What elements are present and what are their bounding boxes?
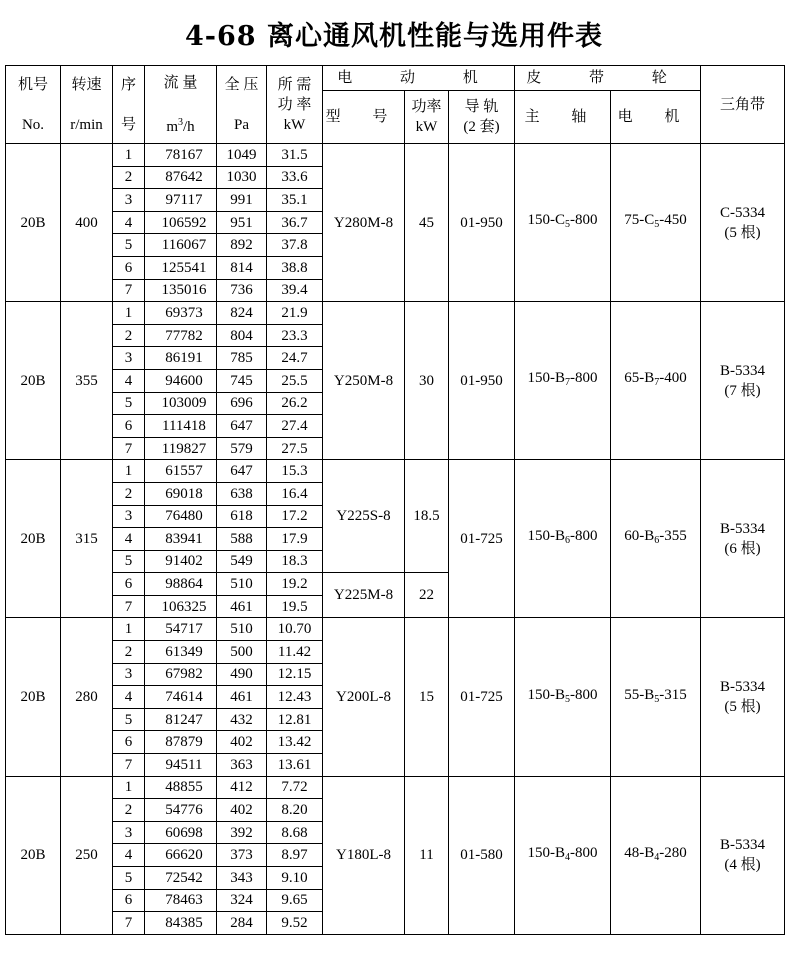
required-power-cell: 9.10 xyxy=(267,867,323,890)
flow-cell: 94600 xyxy=(145,369,217,392)
header-pulley-group: 皮 带 轮 xyxy=(515,66,701,91)
flow-cell: 61349 xyxy=(145,641,217,664)
seq-cell: 6 xyxy=(113,731,145,754)
motor-model-cell: Y225S-8 xyxy=(323,460,405,573)
page-title: 4-68 离心通风机性能与选用件表 xyxy=(185,21,603,52)
flow-cell: 119827 xyxy=(145,437,217,460)
seq-cell: 3 xyxy=(113,347,145,370)
main-shaft-pulley-cell: $150-B_7-800$ xyxy=(515,302,611,460)
pressure-cell: 638 xyxy=(217,482,267,505)
required-power-cell: 15.3 xyxy=(267,460,323,483)
speed-cell: 315 xyxy=(61,460,113,618)
table-row xyxy=(6,302,785,325)
flow-cell: 69018 xyxy=(145,482,217,505)
flow-cell: 60698 xyxy=(145,821,217,844)
pressure-cell: 432 xyxy=(217,708,267,731)
table-row xyxy=(6,460,785,483)
pressure-cell: 461 xyxy=(217,595,267,618)
motor-power-cell: 30 xyxy=(405,302,449,460)
seq-cell: 2 xyxy=(113,166,145,189)
flow-cell: 87879 xyxy=(145,731,217,754)
seq-cell: 2 xyxy=(113,799,145,822)
seq-cell: 5 xyxy=(113,550,145,573)
flow-cell: 76480 xyxy=(145,505,217,528)
required-power-cell: 21.9 xyxy=(267,302,323,325)
pressure-cell: 1030 xyxy=(217,166,267,189)
motor-model-cell: Y250M-8 xyxy=(323,302,405,460)
pressure-cell: 814 xyxy=(217,256,267,279)
seq-cell: 7 xyxy=(113,279,145,302)
header-motor-model: 型 号 xyxy=(323,91,405,144)
pressure-cell: 510 xyxy=(217,573,267,596)
required-power-cell: 10.70 xyxy=(267,618,323,641)
seq-cell: 7 xyxy=(113,754,145,777)
motor-power-cell: 18.5 xyxy=(405,460,449,573)
seq-cell: 5 xyxy=(113,392,145,415)
header-required-power: 所 需 功 率 kW xyxy=(267,66,323,144)
pressure-cell: 549 xyxy=(217,550,267,573)
pressure-cell: 588 xyxy=(217,528,267,551)
pressure-cell: 412 xyxy=(217,776,267,799)
flow-cell: 83941 xyxy=(145,528,217,551)
flow-cell: 69373 xyxy=(145,302,217,325)
seq-cell: 5 xyxy=(113,708,145,731)
vbelt-cell: B-5334 (6 根) xyxy=(701,460,785,618)
flow-cell: 48855 xyxy=(145,776,217,799)
header-speed: 转速 r/min xyxy=(61,66,113,144)
pressure-cell: 785 xyxy=(217,347,267,370)
vbelt-cell: B-5334 (5 根) xyxy=(701,618,785,776)
rail-cell: 01-725 xyxy=(449,460,515,618)
required-power-cell: 13.61 xyxy=(267,754,323,777)
header-motor-pulley: 电 机 xyxy=(611,91,701,144)
required-power-cell: 12.43 xyxy=(267,686,323,709)
header-motor-power: 功率 kW xyxy=(405,91,449,144)
flow-cell: 74614 xyxy=(145,686,217,709)
pressure-cell: 363 xyxy=(217,754,267,777)
seq-cell: 1 xyxy=(113,460,145,483)
seq-cell: 2 xyxy=(113,641,145,664)
required-power-cell: 19.2 xyxy=(267,573,323,596)
motor-power-cell: 15 xyxy=(405,618,449,776)
flow-cell: 103009 xyxy=(145,392,217,415)
motor-pulley-cell: $60-B_6-355$ xyxy=(611,460,701,618)
motor-pulley-cell: $55-B_5-315$ xyxy=(611,618,701,776)
pressure-cell: 324 xyxy=(217,889,267,912)
required-power-cell: 18.3 xyxy=(267,550,323,573)
seq-cell: 4 xyxy=(113,686,145,709)
machine-no-cell: 20B xyxy=(6,460,61,618)
required-power-cell: 35.1 xyxy=(267,189,323,212)
required-power-cell: 38.8 xyxy=(267,256,323,279)
header-seq: 序 号 xyxy=(113,66,145,144)
machine-no-cell: 20B xyxy=(6,618,61,776)
flow-cell: 125541 xyxy=(145,256,217,279)
seq-cell: 5 xyxy=(113,867,145,890)
flow-cell: 61557 xyxy=(145,460,217,483)
seq-cell: 7 xyxy=(113,437,145,460)
required-power-cell: 8.68 xyxy=(267,821,323,844)
required-power-cell: 12.81 xyxy=(267,708,323,731)
pressure-cell: 461 xyxy=(217,686,267,709)
header-pressure: 全 压 Pa xyxy=(217,66,267,144)
required-power-cell: 27.5 xyxy=(267,437,323,460)
seq-cell: 6 xyxy=(113,415,145,438)
vbelt-cell: B-5334 (4 根) xyxy=(701,776,785,934)
seq-cell: 7 xyxy=(113,912,145,935)
required-power-cell: 17.9 xyxy=(267,528,323,551)
motor-power-cell: 11 xyxy=(405,776,449,934)
seq-cell: 3 xyxy=(113,189,145,212)
required-power-cell: 8.97 xyxy=(267,844,323,867)
pressure-cell: 647 xyxy=(217,460,267,483)
pressure-cell: 991 xyxy=(217,189,267,212)
pressure-cell: 500 xyxy=(217,641,267,664)
table-row xyxy=(6,618,785,641)
vbelt-cell: B-5334 (7 根) xyxy=(701,302,785,460)
performance-table xyxy=(5,65,785,935)
pressure-cell: 392 xyxy=(217,821,267,844)
machine-no-cell: 20B xyxy=(6,302,61,460)
main-shaft-pulley-cell: $150-B_4-800$ xyxy=(515,776,611,934)
seq-cell: 4 xyxy=(113,211,145,234)
flow-cell: 111418 xyxy=(145,415,217,438)
flow-cell: 97117 xyxy=(145,189,217,212)
pressure-cell: 373 xyxy=(217,844,267,867)
pressure-cell: 1049 xyxy=(217,144,267,167)
required-power-cell: 33.6 xyxy=(267,166,323,189)
seq-cell: 7 xyxy=(113,595,145,618)
main-shaft-pulley-cell: $150-B_5-800$ xyxy=(515,618,611,776)
motor-pulley-cell: $48-B_4-280$ xyxy=(611,776,701,934)
table-row xyxy=(6,776,785,799)
flow-cell: 135016 xyxy=(145,279,217,302)
required-power-cell: 7.72 xyxy=(267,776,323,799)
motor-model-cell: Y225M-8 xyxy=(323,573,405,618)
required-power-cell: 24.7 xyxy=(267,347,323,370)
vbelt-cell: C-5334 (5 根) xyxy=(701,144,785,302)
flow-cell: 91402 xyxy=(145,550,217,573)
flow-cell: 106325 xyxy=(145,595,217,618)
pressure-cell: 745 xyxy=(217,369,267,392)
required-power-cell: 9.65 xyxy=(267,889,323,912)
motor-pulley-cell: $65-B_7-400$ xyxy=(611,302,701,460)
pressure-cell: 402 xyxy=(217,731,267,754)
required-power-cell: 27.4 xyxy=(267,415,323,438)
motor-model-cell: Y200L-8 xyxy=(323,618,405,776)
pressure-cell: 696 xyxy=(217,392,267,415)
header-rail: 导 轨 (2 套) xyxy=(449,91,515,144)
flow-cell: 98864 xyxy=(145,573,217,596)
pressure-cell: 579 xyxy=(217,437,267,460)
machine-no-cell: 20B xyxy=(6,144,61,302)
flow-unit: $m^3/h$ xyxy=(166,116,195,135)
flow-cell: 78167 xyxy=(145,144,217,167)
required-power-cell: 31.5 xyxy=(267,144,323,167)
required-power-cell: 19.5 xyxy=(267,595,323,618)
flow-cell: 84385 xyxy=(145,912,217,935)
rail-cell: 01-950 xyxy=(449,302,515,460)
flow-cell: 77782 xyxy=(145,324,217,347)
pressure-cell: 736 xyxy=(217,279,267,302)
flow-cell: 54776 xyxy=(145,799,217,822)
flow-cell: 54717 xyxy=(145,618,217,641)
flow-cell: 81247 xyxy=(145,708,217,731)
required-power-cell: 23.3 xyxy=(267,324,323,347)
pressure-cell: 402 xyxy=(217,799,267,822)
motor-power-cell: 45 xyxy=(405,144,449,302)
required-power-cell: 37.8 xyxy=(267,234,323,257)
pressure-cell: 892 xyxy=(217,234,267,257)
motor-model-cell: Y180L-8 xyxy=(323,776,405,934)
seq-cell: 1 xyxy=(113,776,145,799)
flow-cell: 72542 xyxy=(145,867,217,890)
motor-pulley-cell: $75-C_5-450$ xyxy=(611,144,701,302)
flow-cell: 78463 xyxy=(145,889,217,912)
machine-no-cell: 20B xyxy=(6,776,61,934)
seq-cell: 4 xyxy=(113,844,145,867)
required-power-cell: 25.5 xyxy=(267,369,323,392)
required-power-cell: 26.2 xyxy=(267,392,323,415)
required-power-cell: 36.7 xyxy=(267,211,323,234)
seq-cell: 1 xyxy=(113,618,145,641)
main-shaft-pulley-cell: $150-C_5-800$ xyxy=(515,144,611,302)
motor-power-cell: 22 xyxy=(405,573,449,618)
flow-cell: 87642 xyxy=(145,166,217,189)
rail-cell: 01-580 xyxy=(449,776,515,934)
flow-cell: 67982 xyxy=(145,663,217,686)
pressure-cell: 951 xyxy=(217,211,267,234)
header-vbelt: 三角带 xyxy=(701,66,785,144)
flow-cell: 66620 xyxy=(145,844,217,867)
pressure-cell: 510 xyxy=(217,618,267,641)
header-flow: 流 量 $m^3/h$ xyxy=(145,66,217,144)
speed-cell: 280 xyxy=(61,618,113,776)
header-motor-group: 电 动 机 xyxy=(323,66,515,91)
required-power-cell: 9.52 xyxy=(267,912,323,935)
seq-cell: 2 xyxy=(113,482,145,505)
pressure-cell: 824 xyxy=(217,302,267,325)
pressure-cell: 804 xyxy=(217,324,267,347)
pressure-cell: 647 xyxy=(217,415,267,438)
flow-cell: 86191 xyxy=(145,347,217,370)
seq-cell: 6 xyxy=(113,889,145,912)
seq-cell: 4 xyxy=(113,369,145,392)
header-machine-no: 机号 No. xyxy=(6,66,61,144)
required-power-cell: 16.4 xyxy=(267,482,323,505)
seq-cell: 5 xyxy=(113,234,145,257)
main-shaft-pulley-cell: $150-B_6-800$ xyxy=(515,460,611,618)
pressure-cell: 343 xyxy=(217,867,267,890)
flow-cell: 116067 xyxy=(145,234,217,257)
seq-cell: 6 xyxy=(113,256,145,279)
seq-cell: 6 xyxy=(113,573,145,596)
required-power-cell: 39.4 xyxy=(267,279,323,302)
flow-cell: 94511 xyxy=(145,754,217,777)
seq-cell: 3 xyxy=(113,663,145,686)
pressure-cell: 284 xyxy=(217,912,267,935)
required-power-cell: 17.2 xyxy=(267,505,323,528)
speed-cell: 400 xyxy=(61,144,113,302)
seq-cell: 1 xyxy=(113,144,145,167)
rail-cell: 01-725 xyxy=(449,618,515,776)
seq-cell: 3 xyxy=(113,821,145,844)
required-power-cell: 13.42 xyxy=(267,731,323,754)
speed-cell: 250 xyxy=(61,776,113,934)
pressure-cell: 490 xyxy=(217,663,267,686)
seq-cell: 1 xyxy=(113,302,145,325)
speed-cell: 355 xyxy=(61,302,113,460)
seq-cell: 4 xyxy=(113,528,145,551)
required-power-cell: 11.42 xyxy=(267,641,323,664)
required-power-cell: 12.15 xyxy=(267,663,323,686)
pressure-cell: 618 xyxy=(217,505,267,528)
required-power-cell: 8.20 xyxy=(267,799,323,822)
seq-cell: 2 xyxy=(113,324,145,347)
flow-cell: 106592 xyxy=(145,211,217,234)
table-row xyxy=(6,144,785,167)
rail-cell: 01-950 xyxy=(449,144,515,302)
motor-model-cell: Y280M-8 xyxy=(323,144,405,302)
header-main-shaft: 主 轴 xyxy=(515,91,611,144)
seq-cell: 3 xyxy=(113,505,145,528)
